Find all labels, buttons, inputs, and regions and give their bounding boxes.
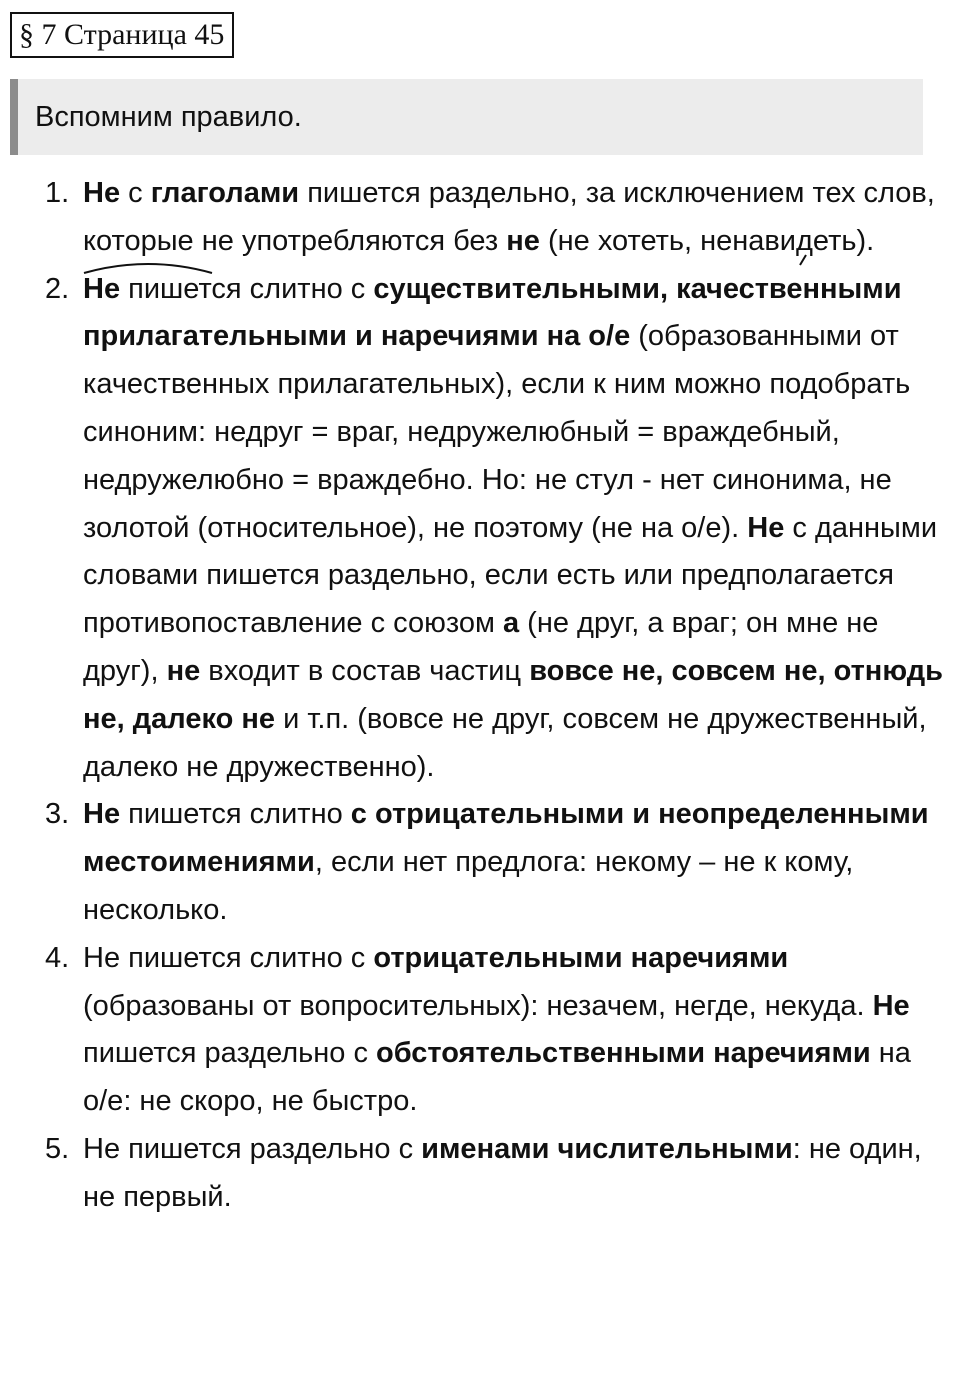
rule-item (45, 935, 943, 1126)
rule-1-emphasis: не (506, 224, 540, 257)
rule-2-emphasis: не (166, 654, 201, 687)
rule-item (45, 170, 943, 266)
rule-2-emphasis: а (502, 607, 520, 640)
rule-1-text-part: (не хотеть, ненавидеть). (539, 224, 875, 257)
rule-callout (10, 79, 923, 155)
rule-2-text-part: и т.п. (вовсе не друг, совсем не дружественный, далеко не дружественно). (83, 702, 927, 783)
rule-2-text-part: (не друг, а враг; он мне не друг), (83, 607, 879, 687)
rule-4-text-part: Не пишется слитно с (83, 941, 374, 974)
rule-5-text-part: Не пишется раздельно с (83, 1132, 422, 1165)
rule-2-text-part: входит в состав частиц (200, 654, 530, 687)
rule-4-text-part: пишется раздельно с (83, 1037, 377, 1070)
rule-4-text-part: на о/е: не скоро, не быстро. (83, 1037, 911, 1118)
rule-4-text-part: (образованы от вопросительных): незачем, негде, некуда. (83, 989, 873, 1022)
rule-4-emphasis: обстоятельственными наречиями (376, 1037, 871, 1070)
rule-5-text-part: : не один, не первый. (83, 1132, 922, 1213)
rule-3-text (83, 798, 929, 926)
rule-1-text (83, 177, 935, 257)
rule-5-text (83, 1133, 922, 1213)
rule-2-emphasis: вовсе не, совсем не, отнюдь не, далеко не (83, 654, 943, 735)
root-arc-path (84, 264, 212, 273)
callout-title: Вспомним правило. (35, 101, 302, 133)
rule-4-text (83, 942, 911, 1117)
rule-2-text-part: (образованными от качественных прилагательных), если к ним можно подобрать синоним: недруг = враг, недружелюбный = враждебный, недружелюбно = враждебно. Но: не стул - нет синонима, не золотой (относительное), не поэтому (не на о/е). (83, 320, 911, 544)
rule-2-emphasis: Не (83, 272, 121, 305)
rule-item (45, 791, 943, 934)
rule-2-text-part: пишется слитно с (120, 272, 374, 305)
rule-3-text-part: , если нет предлога: некому – не к кому, несколько. (83, 846, 854, 926)
space-tick-icon (798, 253, 812, 267)
rule-5-emphasis: именами числительными (421, 1132, 793, 1165)
rule-number: 2. (45, 272, 70, 305)
rule-4-emphasis: отрицательными наречиями (373, 941, 789, 974)
rule-1-text-part: пишется раздельно, за исключением тех слов, которые не употребляются без (83, 177, 935, 257)
rule-3-text-part: пишется слитно (120, 798, 351, 831)
rule-number: 4. (45, 941, 70, 974)
rule-3-emphasis: с отрицательными и неопределенными местоимениями (83, 798, 929, 879)
rule-3-emphasis: Не (83, 798, 121, 831)
rule-1-emphasis: Не (83, 177, 121, 209)
rule-2-emphasis: существительными, качественными прилагательными и наречиями на о/е (83, 272, 902, 353)
rule-number: 5. (45, 1132, 70, 1165)
rule-number: 1. (45, 177, 70, 209)
rules-list (45, 170, 943, 1222)
rule-item (45, 266, 943, 792)
rule-2-emphasis: Не (747, 511, 785, 544)
rule-item (45, 1126, 943, 1222)
space-tick-path (800, 255, 806, 265)
root-arc-icon (82, 259, 214, 277)
rule-2-text (83, 273, 943, 783)
rule-1-text-part: с (120, 177, 151, 209)
rule-number: 3. (45, 798, 70, 831)
section-page-label: § 7 Страница 45 (10, 12, 234, 58)
rule-2-text-part: с данными словами пишется раздельно, если есть или предполагается противопоставление с союзом (83, 511, 938, 640)
rule-1-emphasis: глаголами (150, 177, 300, 209)
rule-4-emphasis: Не (872, 989, 910, 1022)
